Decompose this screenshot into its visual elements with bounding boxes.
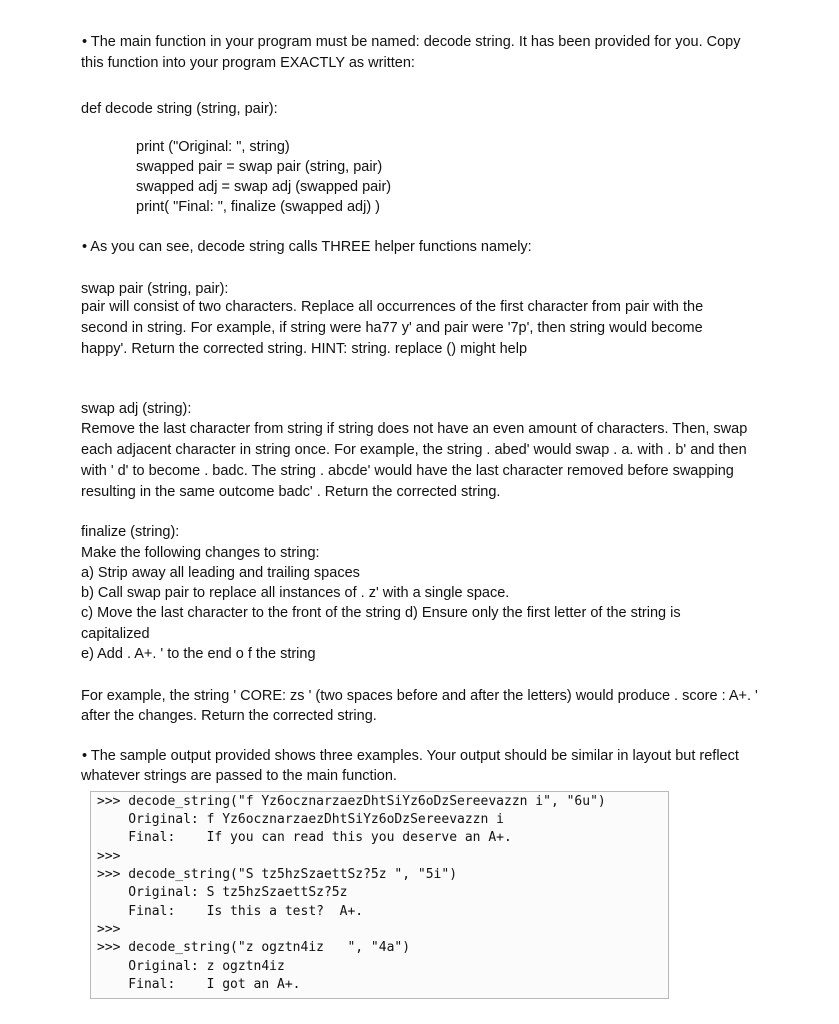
console-line: >>> <box>97 849 121 864</box>
console-line: >>> decode_string("f Yz6ocznarzaezDhtSiYz6oDzSereevazzn i", "6u") <box>97 794 606 809</box>
example-line2: after the changes. Return the corrected string. <box>81 708 377 724</box>
swap-pair-desc-line1: pair will consist of two characters. Replace all occurrences of the first character from pair with the <box>81 299 704 315</box>
bullet-helper-functions: • As you can see, decode string calls THREE helper functions namely: <box>82 239 532 255</box>
swap-pair-desc-line3: happy'. Return the corrected string. HINT: string. replace () might help <box>81 341 528 357</box>
swap-adj-desc-line1: Remove the last character from string if string does not have an even amount of characters. Then, swap <box>81 421 748 437</box>
swap-pair-heading: swap pair (string, pair): <box>81 281 229 297</box>
swap-adj-heading: swap adj (string): <box>81 401 192 417</box>
finalize-desc-line6: e) Add . A+. ' to the end o f the string <box>81 646 316 662</box>
example-line1: For example, the string ' CORE: zs ' (two spaces before and after the letters) would produce . score : A+. ' <box>81 688 758 704</box>
paragraph-main-function-line2: this function into your program EXACTLY as written: <box>81 55 415 71</box>
console-line: >>> decode_string("S tz5hzSzaettSz?5z ", "5i") <box>97 867 458 882</box>
swap-adj-desc-line2: each adjacent character in string once. For example, the string . abed' would swap . a. with . b' and then <box>81 442 747 458</box>
def-decode-string: def decode string (string, pair): <box>81 101 278 117</box>
finalize-desc-line4: c) Move the last character to the front of the string d) Ensure only the first letter of the string is <box>81 605 681 621</box>
console-line: Original: z ogztn4iz <box>97 959 285 974</box>
finalize-desc-line2: a) Strip away all leading and trailing spaces <box>81 565 360 581</box>
bullet-sample-output-line1: • The sample output provided shows three examples. Your output should be similar in layout but reflect <box>82 748 739 764</box>
console-line: Final: I got an A+. <box>97 977 301 992</box>
console-line: >>> <box>97 922 121 937</box>
code-line-swapped-pair: swapped pair = swap pair (string, pair) <box>136 159 383 175</box>
finalize-desc-line5: capitalized <box>81 626 150 642</box>
code-line-print-original: print ("Original: ", string) <box>136 139 290 155</box>
console-line: Final: If you can read this you deserve an A+. <box>97 830 512 845</box>
console-line: >>> decode_string("z ogztn4iz ", "4a") <box>97 940 411 955</box>
finalize-heading: finalize (string): <box>81 524 180 540</box>
code-line-print-final: print( "Final: ", finalize (swapped adj) ) <box>136 199 381 215</box>
finalize-desc-line1: Make the following changes to string: <box>81 545 320 561</box>
bullet-sample-output-line2: whatever strings are passed to the main function. <box>81 768 397 784</box>
console-line: Final: Is this a test? A+. <box>97 904 364 919</box>
console-line: Original: S tz5hzSzaettSz?5z <box>97 885 348 900</box>
swap-adj-desc-line3: with ' d' to become . badc. The string . abcde' would have the last character removed before swapping <box>81 463 734 479</box>
console-line: Original: f Yz6ocznarzaezDhtSiYz6oDzSereevazzn i <box>97 812 504 827</box>
python-shell-output <box>90 791 669 999</box>
paragraph-main-function-line1: • The main function in your program must be named: decode string. It has been provided for you. Copy <box>82 34 741 50</box>
code-line-swapped-adj: swapped adj = swap adj (swapped pair) <box>136 179 392 195</box>
finalize-desc-line3: b) Call swap pair to replace all instances of . z' with a single space. <box>81 585 510 601</box>
swap-adj-desc-line4: resulting in the same outcome badc' . Return the corrected string. <box>81 484 501 500</box>
swap-pair-desc-line2: second in string. For example, if string were ha77 y' and pair were '7p', then string would become <box>81 320 703 336</box>
